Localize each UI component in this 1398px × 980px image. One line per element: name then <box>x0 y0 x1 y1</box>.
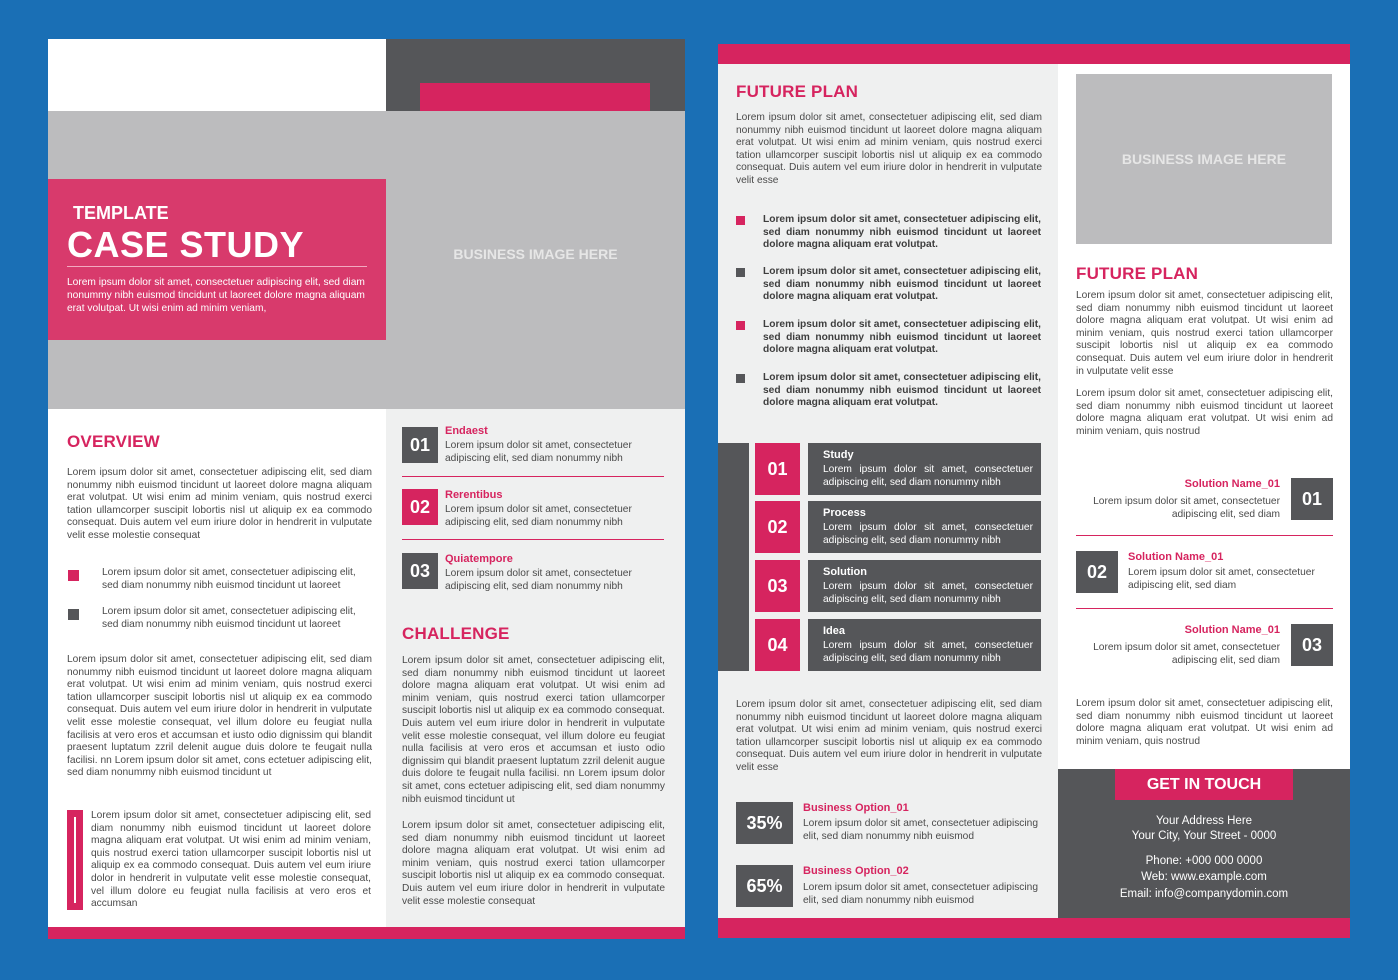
step-title-3: Quiatempore <box>445 553 513 565</box>
process-text-1: Lorem ipsum dolor sit amet, consectetuer adipiscing elit, sed diam nonummy nibh <box>823 464 1033 488</box>
challenge-paragraph-2: Lorem ipsum dolor sit amet, consectetuer adipiscing elit, sed diam nonummy nibh euismod tincidunt ut laoreet dolore magna aliquam erat volutpat. Ut wisi enim ad minim veniam, quis nostrud exerci tation ullamcorper suscipit lobortis nisl ut aliquip ex ea commodo consequat. Duis autem vel eum iriure dolor in hendrerit in vulputate velit esse molestie consequat <box>402 820 665 907</box>
future-plan-bullet-2: Lorem ipsum dolor sit amet, consectetuer adipiscing elit, sed diam nonummy nibh euismod tincidunt ut laoreet dolore magna aliquam erat volutpat. <box>763 266 1041 303</box>
step-number-2: 02 <box>402 489 438 525</box>
solution-text-3: Lorem ipsum dolor sit amet, consectetuer adipiscing elit, sed diam <box>1093 642 1280 666</box>
solution-title-1: Solution Name_01 <box>1184 478 1280 490</box>
challenge-heading: CHALLENGE <box>402 624 510 643</box>
future-plan-bullet-3: Lorem ipsum dolor sit amet, consectetuer adipiscing elit, sed diam nonummy nibh euismod tincidunt ut laoreet dolore magna aliquam erat volutpat. <box>763 319 1041 356</box>
future-plan-2-paragraph-1: Lorem ipsum dolor sit amet, consectetuer adipiscing elit, sed diam nonummy nibh euismod tincidunt ut laoreet dolore magna aliquam erat volutpat. Ut wisi enim ad minim veniam, quis nostrud exerci tation ullamcorper suscipit lobortis nisl ut aliquip ex ea commodo consequat. Duis autem vel eum iriure dolor in hendrerit in vulputate velit esse <box>1076 290 1333 377</box>
solution-title-2: Solution Name_01 <box>1128 551 1224 563</box>
bullet-square-pink <box>736 321 745 330</box>
bullet-square-dark <box>736 268 745 277</box>
overview-heading: OVERVIEW <box>67 432 160 451</box>
challenge-paragraph-1: Lorem ipsum dolor sit amet, consectetuer adipiscing elit, sed diam nonummy nibh euismod tincidunt ut laoreet dolore magna aliquam erat volutpat. Ut wisi enim ad minim veniam, quis nostrud exerci tation ullamcorper suscipit lobortis nisl ut aliquip ex ea commodo consequat. Duis autem vel eum iriure dolor in hendrerit in vulputate velit esse molestie consequat, vel illum dolore eu feugiat nulla facilisis at vero eros et accumsan et iusto odio dignissim qui blandit praesent luptatum zzril delenit augue duis dolore te feugait nulla facilisi. nn Lorem ipsum dolor sit amet, cons ectetuer adipiscing elit, sed diam nonummy nibh euismod tincidunt ut <box>402 655 665 805</box>
process-title-4: Idea <box>823 625 846 637</box>
solution-text-2: Lorem ipsum dolor sit amet, consectetuer adipiscing elit, sed diam <box>1128 567 1315 591</box>
contact-address-1: Your Address Here <box>1155 815 1253 827</box>
process-text-4: Lorem ipsum dolor sit amet, consectetuer adipiscing elit, sed diam nonummy nibh <box>823 640 1033 664</box>
title-divider <box>67 266 367 267</box>
overview-paragraph-2: Lorem ipsum dolor sit amet, consectetuer adipiscing elit, sed diam nonummy nibh euismod tincidunt ut laoreet dolore magna aliquam erat volutpat. Ut wisi enim ad minim veniam, quis nostrud exerci tation ullamcorper suscipit lobortis nisl ut aliquip ex ea commodo consequat. Duis autem vel eum iriure dolor in hendrerit in vulputate velit esse molestie consequat, vel illum dolore eu feugiat nulla facilisis at vero eros et accumsan et iusto odio dignissim qui blandit praesent luptatum zzril delenit augue duis dolore te feugait nulla facilisi. nn Lorem ipsum dolor sit amet, cons ectetuer adipiscing elit, sed diam nonummy nibh euismod tincidunt ut <box>67 654 372 779</box>
process-number-2: 02 <box>755 501 800 553</box>
contact-web[interactable]: Web: www.example.com <box>1141 871 1267 883</box>
future-plan-paragraph: Lorem ipsum dolor sit amet, consectetuer adipiscing elit, sed diam nonummy nibh euismod tincidunt ut laoreet dolore magna aliquam erat volutpat. Ut wisi enim ad minim veniam, quis nostrud exerci tation ullamcorper suscipit lobortis nisl ut aliquip ex ea commodo consequat. Duis autem vel eum iriure dolor in hendrerit in vulputate velit esse <box>736 112 1042 186</box>
step-title-1: Endaest <box>445 425 488 437</box>
quote-text: Lorem ipsum dolor sit amet, consectetuer adipiscing elit, sed diam nonummy nibh euismod tincidunt ut laoreet dolore magna aliquam erat volutpat. Ut wisi enim ad minim veniam, quis nostrud exerci tation ullamcorper suscipit lobortis nisl ut aliquip ex ea commodo consequat. Duis autem vel eum iriure dolor in hendrerit in vulputate velit esse molestie consequat, vel illum dolore eu feugiat nulla facilisis at vero eros et accumsan <box>91 810 371 910</box>
overview-bullet-2: Lorem ipsum dolor sit amet, consectetuer adipiscing elit, sed diam nonummy nibh euismod tincidunt ut laoreet <box>102 606 356 630</box>
step-item-3 <box>402 553 664 603</box>
option-percent-1: 35% <box>736 802 793 844</box>
business-image-placeholder: BUSINESS IMAGE HERE <box>1076 74 1332 244</box>
process-title-3: Solution <box>823 566 867 578</box>
option-title-1: Business Option_01 <box>803 802 909 814</box>
process-text-2: Lorem ipsum dolor sit amet, consectetuer adipiscing elit, sed diam nonummy nibh <box>823 522 1033 546</box>
step-text-2: Lorem ipsum dolor sit amet, consectetuer adipiscing elit, sed diam nonummy nibh <box>445 504 632 528</box>
process-title-1: Study <box>823 449 854 461</box>
step-divider <box>402 539 664 540</box>
solution-number-2: 02 <box>1076 551 1118 593</box>
contact-phone: Phone: +000 000 0000 <box>1145 855 1263 867</box>
option-text-2: Lorem ipsum dolor sit amet, consectetuer adipiscing elit, sed diam nonummy nibh euismod <box>803 882 1038 906</box>
bullet-square-pink <box>736 216 745 225</box>
bottom-pink-bar <box>718 918 1350 938</box>
page-title: CASE STUDY <box>67 224 305 265</box>
process-title-2: Process <box>823 507 866 519</box>
option-text-1: Lorem ipsum dolor sit amet, consectetuer adipiscing elit, sed diam nonummy nibh euismod <box>803 818 1038 842</box>
contact-address-2: Your City, Your Street - 0000 <box>1131 830 1277 842</box>
solution-number-1: 01 <box>1291 478 1333 520</box>
process-number-4: 04 <box>755 619 800 671</box>
top-pink-bar <box>420 83 650 111</box>
process-card-3 <box>808 560 1041 612</box>
process-number-3: 03 <box>755 560 800 612</box>
future-plan-2-paragraph-2: Lorem ipsum dolor sit amet, consectetuer adipiscing elit, sed diam nonummy nibh euismod tincidunt ut laoreet dolore magna aliquam erat volutpat. Ut wisi enim ad minim veniam, quis nostrud <box>1076 388 1333 437</box>
process-card-1 <box>808 443 1041 495</box>
step-text-1: Lorem ipsum dolor sit amet, consectetuer adipiscing elit, sed diam nonummy nibh <box>445 440 632 464</box>
step-item-2 <box>402 489 664 539</box>
contact-email[interactable]: Email: info@companydomin.com <box>1119 888 1289 900</box>
bullet-square-pink <box>68 570 79 581</box>
bullet-square-dark <box>68 609 79 620</box>
solution-divider <box>1076 608 1333 609</box>
step-text-3: Lorem ipsum dolor sit amet, consectetuer adipiscing elit, sed diam nonummy nibh <box>445 568 632 592</box>
solution-text-1: Lorem ipsum dolor sit amet, consectetuer adipiscing elit, sed diam <box>1093 496 1280 520</box>
process-number-1: 01 <box>755 443 800 495</box>
solution-divider <box>1076 535 1333 536</box>
top-pink-bar <box>718 44 1350 64</box>
step-number-1: 01 <box>402 427 438 463</box>
right-page <box>718 44 1350 938</box>
bottom-pink-bar <box>48 927 685 939</box>
future-plan-bullet-1: Lorem ipsum dolor sit amet, consectetuer adipiscing elit, sed diam nonummy nibh euismod tincidunt ut laoreet dolore magna aliquam erat volutpat. <box>763 214 1041 251</box>
step-item-1 <box>402 425 664 475</box>
solution-title-3: Solution Name_01 <box>1184 624 1280 636</box>
future-plan-heading-2: FUTURE PLAN <box>1076 264 1199 283</box>
process-card-2 <box>808 501 1041 553</box>
bullet-square-dark <box>736 374 745 383</box>
step-divider <box>402 476 664 477</box>
future-plan-heading: FUTURE PLAN <box>736 82 859 101</box>
process-text-3: Lorem ipsum dolor sit amet, consectetuer adipiscing elit, sed diam nonummy nibh <box>823 581 1033 605</box>
after-process-paragraph: Lorem ipsum dolor sit amet, consectetuer adipiscing elit, sed diam nonummy nibh euismod tincidunt ut laoreet dolore magna aliquam erat volutpat. Ut wisi enim ad minim veniam, quis nostrud exerci tation ullamcorper suscipit lobortis nisl ut aliquip ex ea commodo consequat. Duis autem vel eum iriure dolor in hendrerit in vulputate velit esse <box>736 699 1042 773</box>
template-label: TEMPLATE <box>73 203 169 223</box>
left-page <box>48 39 685 939</box>
option-title-2: Business Option_02 <box>803 865 909 877</box>
option-percent-2: 65% <box>736 865 793 907</box>
solution-number-3: 03 <box>1291 624 1333 666</box>
get-in-touch-banner: GET IN TOUCH <box>1115 769 1293 800</box>
step-title-2: Rerentibus <box>445 489 503 501</box>
contact-block <box>1058 769 1350 918</box>
hero-title-block <box>48 179 386 340</box>
overview-bullet-1: Lorem ipsum dolor sit amet, consectetuer adipiscing elit, sed diam nonummy nibh euismod tincidunt ut laoreet <box>102 567 356 591</box>
process-card-4 <box>808 619 1041 671</box>
hero-intro: Lorem ipsum dolor sit amet, consectetuer adipiscing elit, sed diam nonummy nibh euismod tincidunt ut laoreet dolore magna aliquam erat volutpat. Ut wisi enim ad minim veniam, <box>67 277 365 314</box>
business-image-placeholder: BUSINESS IMAGE HERE <box>453 246 618 262</box>
quote-bar-line <box>74 817 76 903</box>
overview-paragraph-1: Lorem ipsum dolor sit amet, consectetuer adipiscing elit, sed diam nonummy nibh euismod tincidunt ut laoreet dolore magna aliquam erat volutpat. Ut wisi enim ad minim veniam, quis nostrud exerci tation ullamcorper suscipit lobortis nisl ut aliquip ex ea commodo consequat. Duis autem vel eum iriure dolor in hendrerit in vulputate velit esse molestie consequat <box>67 467 372 541</box>
future-plan-bullet-4: Lorem ipsum dolor sit amet, consectetuer adipiscing elit, sed diam nonummy nibh euismod tincidunt ut laoreet dolore magna aliquam erat volutpat. <box>763 372 1041 409</box>
process-side-bar <box>718 443 749 671</box>
step-number-3: 03 <box>402 553 438 589</box>
after-solutions-paragraph: Lorem ipsum dolor sit amet, consectetuer adipiscing elit, sed diam nonummy nibh euismod tincidunt ut laoreet dolore magna aliquam erat volutpat. Ut wisi enim ad minim veniam, quis nostrud <box>1076 698 1333 747</box>
